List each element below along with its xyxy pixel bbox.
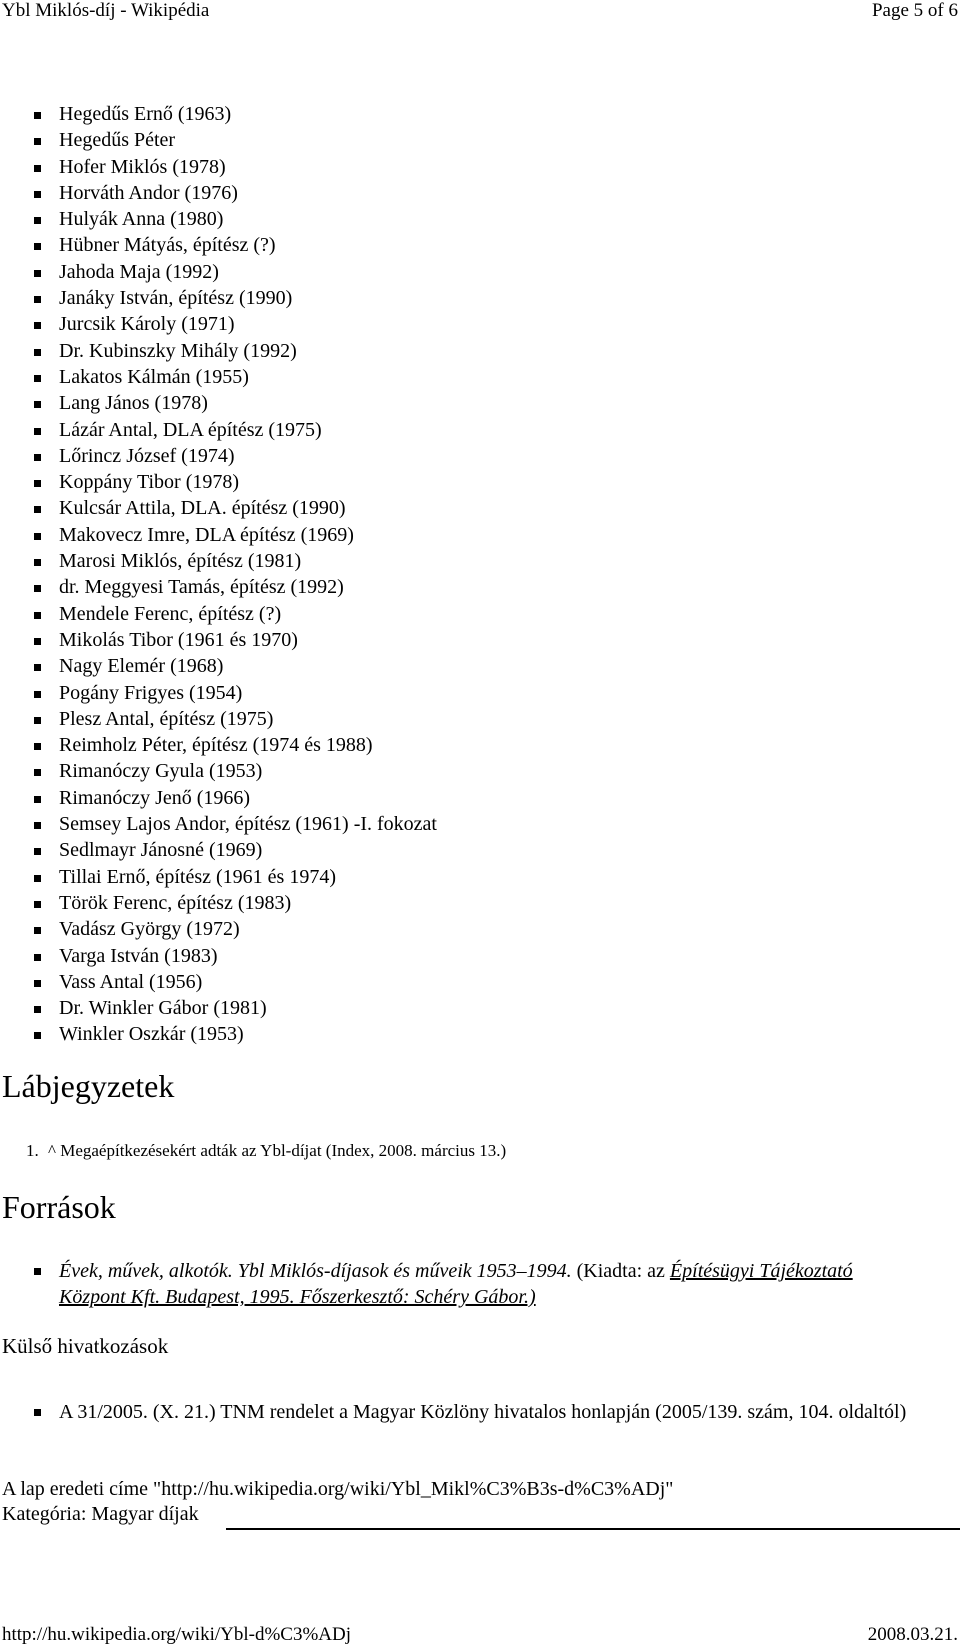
external-link[interactable]: A 31/2005. (X. 21.) TNM rendelet a Magyar Közlöny hivatalos honlapján (2005/139. szám, 104. oldaltól) <box>59 1401 907 1423</box>
list-item[interactable]: Lakatos Kálmán (1955) <box>0 364 437 390</box>
laureate-list <box>0 101 437 1048</box>
source-item <box>59 1258 919 1310</box>
bullet-icon <box>34 375 41 382</box>
print-header <box>0 0 960 30</box>
bullet-icon <box>34 875 41 882</box>
bullet-icon <box>34 796 41 803</box>
footer-url: http://hu.wikipedia.org/wiki/Ybl-d%C3%ADj <box>2 1624 352 1645</box>
list-item[interactable]: Dr. Kubinszky Mihály (1992) <box>0 338 437 364</box>
list-item[interactable]: Lőrincz József (1974) <box>0 443 437 469</box>
page-title: Ybl Miklós-díj - Wikipédia <box>2 0 210 21</box>
bullet-icon <box>34 243 41 250</box>
bullet-icon <box>34 217 41 224</box>
list-item[interactable]: Semsey Lajos Andor, építész (1961) -I. fokozat <box>0 811 437 837</box>
footnotes-heading: Lábjegyzetek <box>2 1068 175 1104</box>
bullet-icon <box>34 480 41 487</box>
list-item[interactable]: Rimanóczy Gyula (1953) <box>0 758 437 784</box>
bullet-icon <box>34 112 41 119</box>
list-item[interactable]: Rimanóczy Jenő (1966) <box>0 785 437 811</box>
list-item[interactable]: Hofer Miklós (1978) <box>0 154 437 180</box>
bullet-icon <box>34 296 41 303</box>
list-item[interactable]: Kulcsár Attila, DLA. építész (1990) <box>0 495 437 521</box>
list-item[interactable]: Janáky István, építész (1990) <box>0 285 437 311</box>
footnote-number: 1. <box>26 1141 39 1160</box>
list-item[interactable]: Reimholz Péter, építész (1974 és 1988) <box>0 732 437 758</box>
list-item[interactable]: Makovecz Imre, DLA építész (1969) <box>0 522 437 548</box>
list-item[interactable]: Dr. Winkler Gábor (1981) <box>0 995 437 1021</box>
source-title: Évek, művek, alkotók. Ybl Miklós-díjasok és műveik 1953–1994. <box>59 1260 572 1282</box>
source-publisher-prefix: (Kiadta: az <box>571 1260 670 1282</box>
list-item[interactable]: Winkler Oszkár (1953) <box>0 1021 437 1047</box>
list-item[interactable]: Hegedűs Péter <box>0 127 437 153</box>
bullet-icon <box>34 401 41 408</box>
bullet-icon <box>34 454 41 461</box>
bullet-icon <box>34 165 41 172</box>
list-item[interactable]: Mikolás Tibor (1961 és 1970) <box>0 627 437 653</box>
list-item[interactable]: Török Ferenc, építész (1983) <box>0 890 437 916</box>
list-item[interactable]: Nagy Elemér (1968) <box>0 653 437 679</box>
list-item[interactable]: Lang János (1978) <box>0 390 437 416</box>
list-item[interactable]: dr. Meggyesi Tamás, építész (1992) <box>0 574 437 600</box>
list-item[interactable]: Mendele Ferenc, építész (?) <box>0 601 437 627</box>
category-link[interactable]: Kategória: Magyar díjak <box>2 1503 199 1525</box>
bullet-icon <box>34 270 41 277</box>
list-item[interactable]: Hulyák Anna (1980) <box>0 206 437 232</box>
bullet-icon <box>34 848 41 855</box>
bullet-icon <box>34 927 41 934</box>
list-item[interactable]: Vass Antal (1956) <box>0 969 437 995</box>
bullet-icon <box>34 322 41 329</box>
bullet-icon <box>34 506 41 513</box>
external-link-item[interactable] <box>59 1399 939 1425</box>
bullet-icon <box>34 1409 41 1416</box>
list-item[interactable]: Sedlmayr Jánosné (1969) <box>0 837 437 863</box>
bullet-icon <box>34 822 41 829</box>
publisher-link[interactable]: Építésügyi Tájékoztató Központ Kft. Budapest, 1995. Főszerkesztő: Schéry Gábor.) <box>59 1260 853 1308</box>
list-item[interactable]: Tillai Ernő, építész (1961 és 1974) <box>0 864 437 890</box>
bullet-icon <box>34 138 41 145</box>
bullet-icon <box>34 1268 41 1275</box>
list-item[interactable]: Jurcsik Károly (1971) <box>0 311 437 337</box>
bullet-icon <box>34 191 41 198</box>
footnote-item <box>26 1141 506 1161</box>
page-number: Page 5 of 6 <box>871 0 958 21</box>
list-item[interactable]: Hegedűs Ernő (1963) <box>0 101 437 127</box>
bullet-icon <box>34 612 41 619</box>
list-item[interactable]: Marosi Miklós, építész (1981) <box>0 548 437 574</box>
bullet-icon <box>34 954 41 961</box>
bullet-icon <box>34 349 41 356</box>
bullet-icon <box>34 980 41 987</box>
list-item[interactable]: Lázár Antal, DLA építész (1975) <box>0 417 437 443</box>
bullet-icon <box>34 1006 41 1013</box>
external-links-heading: Külső hivatkozások <box>2 1334 169 1358</box>
divider <box>226 1528 960 1530</box>
list-item[interactable]: Jahoda Maja (1992) <box>0 259 437 285</box>
footer-date: 2008.03.21. <box>867 1624 958 1645</box>
list-item[interactable]: Koppány Tibor (1978) <box>0 469 437 495</box>
list-item[interactable]: Plesz Antal, építész (1975) <box>0 706 437 732</box>
bullet-icon <box>34 691 41 698</box>
list-item[interactable]: Horváth Andor (1976) <box>0 180 437 206</box>
print-footer <box>0 1624 960 1652</box>
bullet-icon <box>34 638 41 645</box>
list-item[interactable]: Varga István (1983) <box>0 943 437 969</box>
bullet-icon <box>34 717 41 724</box>
bullet-icon <box>34 533 41 540</box>
sources-heading: Források <box>2 1189 116 1225</box>
bullet-icon <box>34 743 41 750</box>
list-item[interactable]: Pogány Frigyes (1954) <box>0 680 437 706</box>
bullet-icon <box>34 769 41 776</box>
list-item[interactable]: Vadász György (1972) <box>0 916 437 942</box>
original-title: A lap eredeti címe "http://hu.wikipedia.org/wiki/Ybl_Mikl%C3%B3s-d%C3%ADj" <box>2 1478 674 1500</box>
bullet-icon <box>34 664 41 671</box>
bullet-icon <box>34 901 41 908</box>
bullet-icon <box>34 428 41 435</box>
bullet-icon <box>34 1032 41 1039</box>
bullet-icon <box>34 559 41 566</box>
bullet-icon <box>34 585 41 592</box>
list-item[interactable]: Hübner Mátyás, építész (?) <box>0 232 437 258</box>
footnote-link[interactable]: ^ Megaépítkezésekért adták az Ybl-díjat (Index, 2008. március 13.) <box>48 1141 507 1160</box>
